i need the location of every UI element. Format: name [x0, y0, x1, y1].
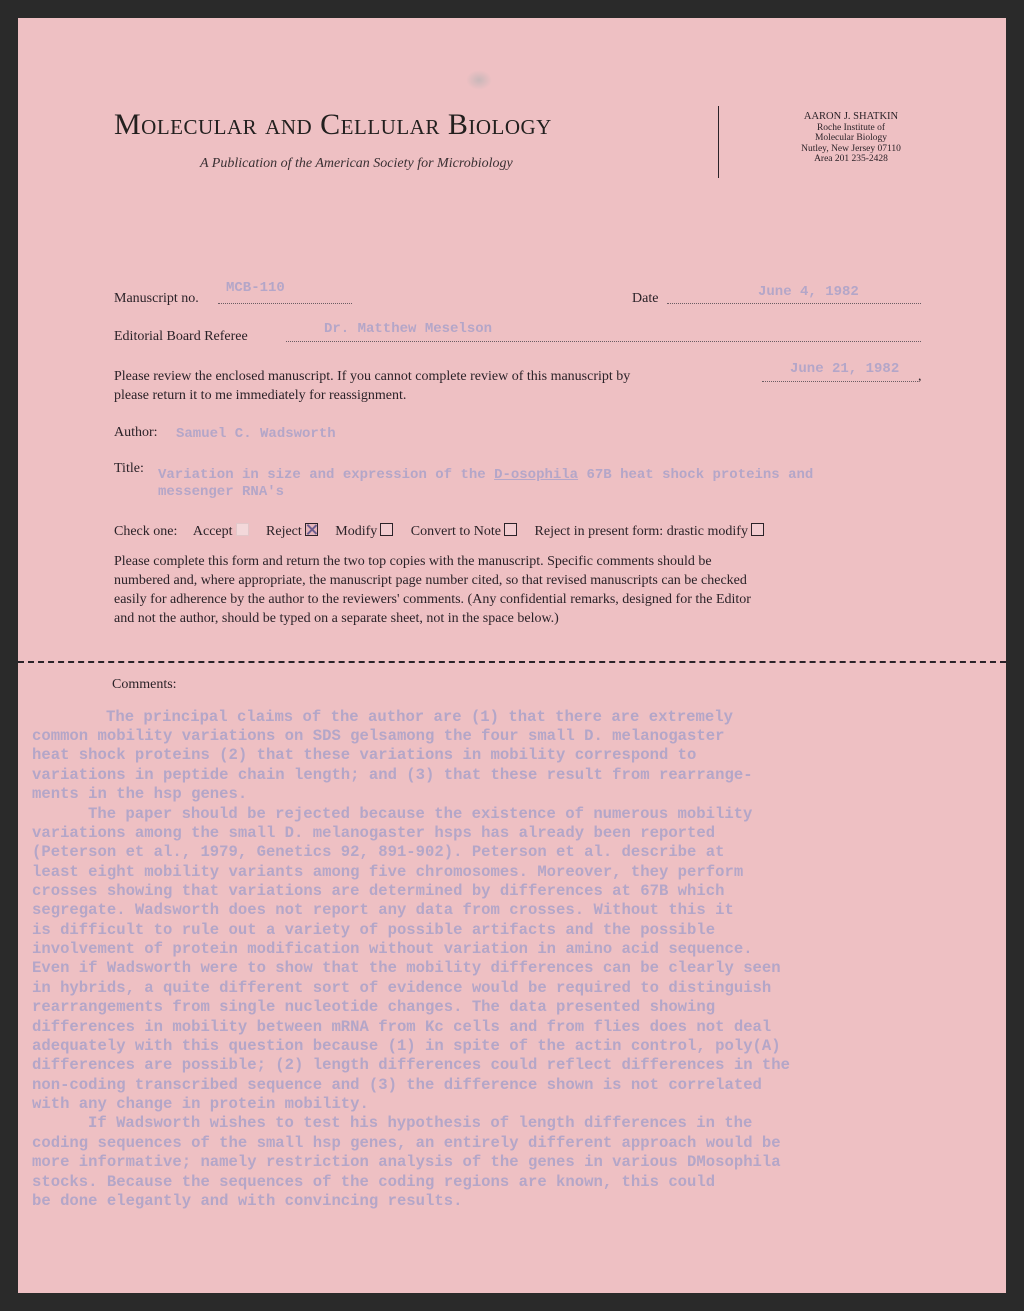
author-name: Samuel C. Wadsworth	[176, 426, 336, 442]
referee-label: Editorial Board Referee	[114, 329, 248, 344]
comment-line: involvement of protein modification without variation in amino acid sequence.	[32, 940, 753, 958]
header-divider	[718, 106, 719, 178]
convert-to-note-option[interactable]	[411, 524, 517, 539]
comment-line: ments in the hsp genes.	[32, 785, 248, 803]
title-text-part: Variation in size and expression of the	[158, 467, 495, 483]
comment-line: (Peterson et al., 1979, Genetics 92, 891-902). Peterson et al. describe at	[32, 843, 725, 861]
address-line: Area 201 235-2428	[814, 154, 888, 164]
address-line: Roche Institute of	[816, 122, 886, 133]
ink-smudge	[466, 70, 492, 90]
accept-label: Accept	[192, 524, 233, 539]
title-label: Title:	[114, 461, 144, 476]
manuscript-title-line1	[158, 467, 813, 483]
comment-line: differences in mobility between mRNA from Kc cells and from flies does not deal	[32, 1018, 772, 1036]
comment-line: coding sequences of the small hsp genes, an entirely different approach would be	[32, 1134, 781, 1152]
comment-line: rearrangements from single nucleotide changes. The data presented showing	[32, 998, 716, 1016]
comment-line: variations among the small D. melanogaster hsps has already been reported	[32, 824, 716, 842]
comment-line: common mobility variations on SDS gelsamong the four small D. melanogaster	[32, 727, 725, 745]
date-label: Date	[632, 291, 659, 306]
author-label: Author:	[114, 425, 158, 440]
check-one-row	[114, 523, 764, 540]
journal-title: Molecular and Cellular Biology	[114, 108, 552, 141]
comment-line: more informative; namely restriction analysis of the genes in various DMosophila	[32, 1153, 781, 1171]
referee-form-page	[18, 18, 1006, 1293]
comment-line: Even if Wadsworth were to show that the mobility differences can be clearly seen	[32, 959, 781, 977]
review-comma: ,	[918, 369, 922, 384]
comment-line: with any change in protein mobility.	[32, 1095, 369, 1113]
manuscript-number: MCB-110	[226, 280, 285, 296]
accept-option[interactable]	[193, 524, 249, 539]
editor-name: AARON J. SHATKIN	[803, 111, 899, 122]
instructions-line: numbered and, where appropriate, the manuscript page number cited, so that revised manuscripts can be checked	[114, 573, 747, 588]
comment-line: segregate. Wadsworth does not report any data from crosses. Without this it	[32, 901, 734, 919]
referee-dotted-line	[286, 341, 921, 342]
manuscript-dotted-line	[218, 303, 352, 304]
comment-line: stocks. Because the sequences of the coding regions are known, this could	[32, 1173, 716, 1191]
reject-checkbox-checked[interactable]	[305, 523, 318, 536]
comment-line: adequately with this question because (1) in spite of the actin control, poly(A)	[32, 1037, 781, 1055]
drastic-modify-label: Reject in present form: drastic modify	[534, 524, 748, 539]
comment-line: crosses showing that variations are determined by differences at 67B which	[32, 882, 725, 900]
address-line: Molecular Biology	[814, 133, 888, 143]
instructions-line: and not the author, should be typed on a separate sheet, not in the space below.)	[114, 611, 559, 626]
modify-checkbox[interactable]	[380, 523, 393, 536]
journal-subtitle: A Publication of the American Society for Microbiology	[200, 156, 513, 171]
modify-label: Modify	[335, 524, 378, 539]
convert-to-note-checkbox[interactable]	[504, 523, 517, 536]
modify-option[interactable]	[335, 524, 393, 539]
editor-address	[766, 112, 936, 165]
comment-line: The paper should be rejected because the existence of numerous mobility	[88, 805, 753, 823]
reject-option[interactable]	[266, 524, 318, 539]
address-line: Nutley, New Jersey 07110	[801, 143, 901, 154]
comment-line: least eight mobility variants among five chromosomes. Moreover, they perform	[32, 863, 744, 881]
instructions-line: easily for adherence by the author to the reviewers' comments. (Any confidential remarks, designed for the Editor	[114, 592, 751, 607]
review-by-dotted-line	[762, 381, 918, 382]
tear-off-dashed-line	[18, 661, 1006, 663]
title-text-part: 67B heat shock proteins and	[578, 467, 814, 483]
comment-line: non-coding transcribed sequence and (3) the difference shown is not correlated	[32, 1076, 762, 1094]
accept-checkbox[interactable]	[236, 523, 249, 536]
date-dotted-line	[667, 303, 921, 304]
instructions-line: Please complete this form and return the two top copies with the manuscript. Specific comments should be	[114, 554, 712, 569]
comment-line: is difficult to rule out a variety of possible artifacts and the possible	[32, 921, 716, 939]
date-value: June 4, 1982	[758, 284, 859, 300]
comments-label: Comments:	[112, 677, 177, 692]
manuscript-title-line2: messenger RNA's	[158, 484, 285, 500]
comment-line: variations in peptide chain length; and (3) that these result from rearrange-	[32, 766, 753, 784]
referee-name: Dr. Matthew Meselson	[324, 321, 493, 337]
manuscript-label: Manuscript no.	[114, 291, 199, 306]
review-instruction-line1: Please review the enclosed manuscript. If you cannot complete review of this manuscript by	[114, 369, 631, 384]
convert-to-note-label: Convert to Note	[410, 524, 502, 539]
comment-line: heat shock proteins (2) that these variations in mobility correspond to	[32, 746, 697, 764]
comment-line: The principal claims of the author are (1) that there are extremely	[106, 708, 733, 726]
drastic-modify-checkbox[interactable]	[751, 523, 764, 536]
comment-line: differences are possible; (2) length differences could reflect differences in the	[32, 1056, 790, 1074]
drastic-modify-option[interactable]	[535, 524, 764, 539]
title-genus-name: D-osophila	[494, 467, 579, 483]
comment-line: in hybrids, a quite different sort of evidence would be required to distinguish	[32, 979, 772, 997]
comment-line: be done elegantly and with convincing results.	[32, 1192, 463, 1210]
review-instruction-line2: please return it to me immediately for reassignment.	[114, 388, 407, 403]
check-one-label: Check one:	[114, 524, 178, 539]
review-by-date: June 21, 1982	[790, 361, 900, 377]
comment-line: If Wadsworth wishes to test his hypothesis of length differences in the	[88, 1114, 753, 1132]
reject-label: Reject	[266, 524, 302, 539]
